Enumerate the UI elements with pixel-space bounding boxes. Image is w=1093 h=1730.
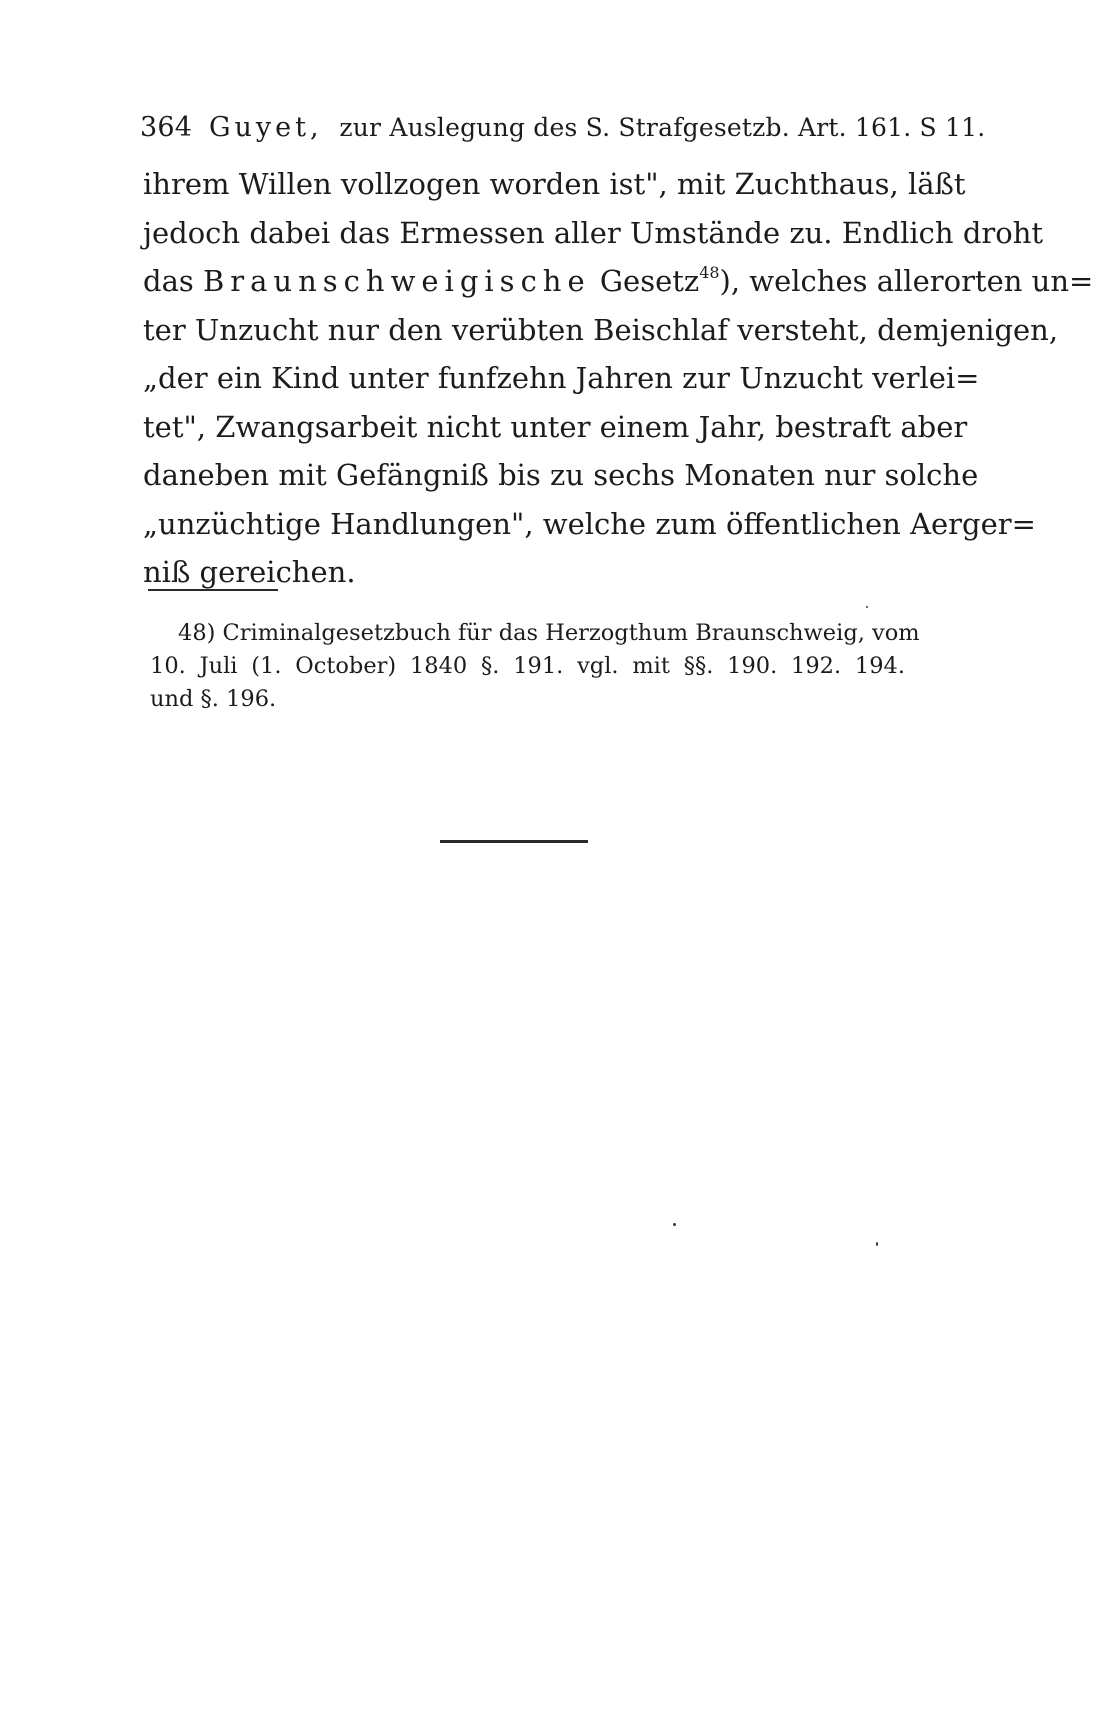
header-author: Guyet, [208, 112, 323, 143]
main-text [143, 160, 1093, 597]
paper-speck [673, 1223, 676, 1226]
text-fragment: ), welches allerorten un= [719, 264, 1093, 298]
text-line: tet", Zwangsarbeit nicht unter einem Jahr, bestraft aber [143, 409, 968, 444]
footnote-reference[interactable]: 48 [699, 263, 720, 282]
closing-rule [440, 840, 588, 843]
text-line: niß gereichen. [143, 555, 356, 589]
paper-speck [866, 606, 868, 608]
footnote-line: und §. 196. [150, 686, 277, 712]
footnote-line: 10. Juli (1. October) 1840 §. 191. vgl. mit §§. 190. 192. 194. [150, 653, 905, 679]
text-fragment: Gesetz [590, 264, 700, 298]
running-header [140, 112, 986, 143]
text-line: „unzüchtige Handlungen", welche zum öffentlichen Aerger= [143, 506, 1036, 541]
text-line: jedoch dabei das Ermessen aller Umstände zu. Endlich droht [143, 215, 1044, 250]
text-line: daneben mit Gefängniß bis zu sechs Monaten nur solche [143, 458, 979, 492]
spaced-emphasis: Braunschweigische [202, 264, 591, 298]
text-line: ter Unzucht nur den verübten Beischlaf versteht, demjenigen, [143, 312, 1059, 347]
text-line: „der ein Kind unter funfzehn Jahren zur Unzucht verlei= [143, 361, 980, 395]
paper-speck [876, 1242, 878, 1246]
text-fragment: das [143, 264, 203, 298]
footnote-line: 48) Criminalgesetzbuch für das Herzogthum Braunschweig, vom [178, 620, 920, 646]
header-title: zur Auslegung des S. Strafgesetzb. Art. 161. S 11. [339, 113, 986, 142]
text-line: ihrem Willen vollzogen worden ist", mit Zuchthaus, läßt [143, 167, 966, 201]
footnote-divider [148, 589, 278, 591]
footnote-48 [150, 617, 920, 716]
text-line-with-footnote-ref [143, 257, 1093, 306]
page-number: 364 [140, 112, 193, 143]
